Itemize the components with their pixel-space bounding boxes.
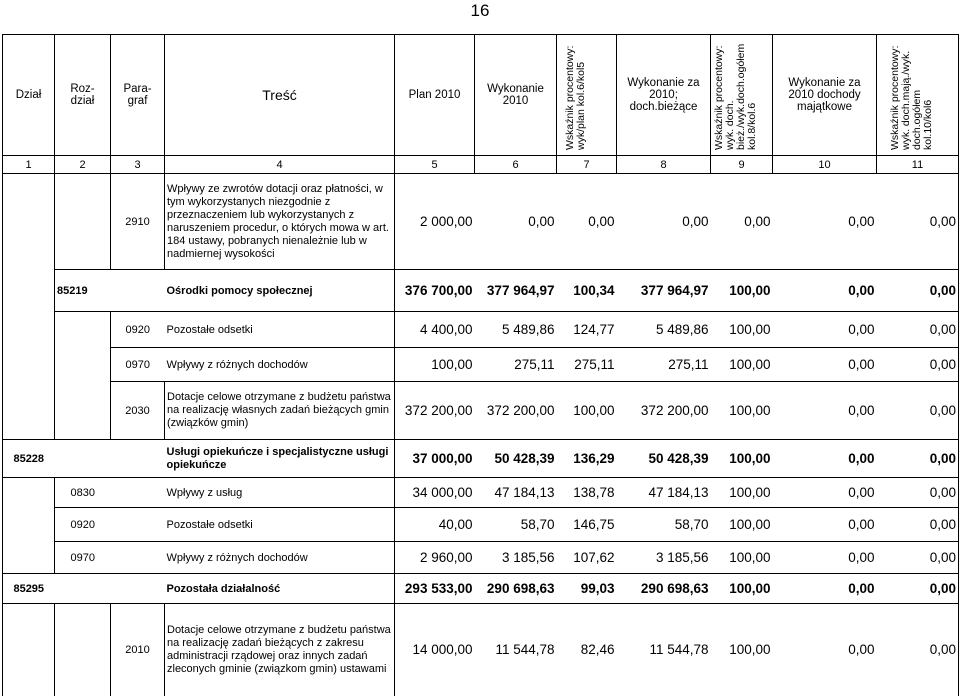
cell-biezace: 5 489,86 (617, 312, 711, 348)
cell-dzial (3, 382, 55, 440)
cell-majatkowe: 0,00 (773, 270, 877, 312)
cell-wykonanie: 58,70 (475, 508, 557, 542)
cell-wsk1: 82,46 (557, 604, 617, 696)
cell-wsk3: 0,00 (877, 270, 959, 312)
table-row (3, 604, 959, 696)
cell-majatkowe: 0,00 (773, 574, 877, 604)
cell-tresc: Wpływy z różnych dochodów (165, 348, 395, 382)
header-rozdzial: Roz- dział (55, 35, 111, 156)
col-num: 3 (111, 156, 165, 174)
cell-paragraf: 2010 (111, 604, 165, 696)
col-num: 4 (165, 156, 395, 174)
cell-rozdzial (111, 542, 165, 574)
table-row (3, 508, 959, 542)
table-row (3, 440, 959, 478)
col-num: 2 (55, 156, 111, 174)
budget-table (2, 34, 959, 696)
table-row (3, 174, 959, 270)
cell-wsk3: 0,00 (877, 312, 959, 348)
cell-wsk2: 100,00 (711, 508, 773, 542)
cell-paragraf: 0970 (55, 542, 111, 574)
cell-wsk3: 0,00 (877, 574, 959, 604)
cell-wsk1: 107,62 (557, 542, 617, 574)
cell-dzial (3, 270, 55, 312)
cell-biezace: 3 185,56 (617, 542, 711, 574)
cell-wsk3: 0,00 (877, 508, 959, 542)
header-wsk3-text: Wskaźnik procentowy: wyk. doch.mają./wyk. doch.ogółem kol.10/kol6 (888, 45, 934, 150)
cell-wsk3: 0,00 (877, 174, 959, 270)
cell-biezace: 11 544,78 (617, 604, 711, 696)
col-num: 10 (773, 156, 877, 174)
cell-wsk1: 124,77 (557, 312, 617, 348)
header-plan: Plan 2010 (395, 35, 475, 156)
cell-tresc: Wpływy z usług (165, 478, 395, 508)
header-wsk2 (711, 35, 773, 156)
cell-dzial (3, 574, 55, 604)
column-numbers-row (3, 156, 959, 174)
cell-wsk3: 0,00 (877, 604, 959, 696)
table-row (3, 348, 959, 382)
cell-biezace: 0,00 (617, 174, 711, 270)
cell-rozdzial (55, 604, 111, 696)
cell-wsk2: 100,00 (711, 348, 773, 382)
cell-tresc: Usługi opiekuńcze i specjalistyczne usługi opiekuńcze (165, 440, 395, 478)
cell-biezace: 47 184,13 (617, 478, 711, 508)
cell-wykonanie: 47 184,13 (475, 478, 557, 508)
cell-tresc: Pozostała działalność (165, 574, 395, 604)
cell-wsk1: 275,11 (557, 348, 617, 382)
cell-empty (55, 574, 111, 604)
cell-rozdzial (55, 174, 111, 270)
cell-majatkowe: 0,00 (773, 174, 877, 270)
cell-wsk3: 0,00 (877, 382, 959, 440)
col-num: 6 (475, 156, 557, 174)
cell-plan: 2 000,00 (395, 174, 475, 270)
col-num: 9 (711, 156, 773, 174)
cell-plan: 2 960,00 (395, 542, 475, 574)
header-wsk2-text: Wskaźnik procentowy: wyk. doch. bież./wyk.doch.ogółem kol.8/kol.6 (712, 43, 758, 150)
cell-wsk1: 99,03 (557, 574, 617, 604)
cell-majatkowe: 0,00 (773, 440, 877, 478)
cell-paragraf (111, 574, 165, 604)
header-wsk1 (557, 35, 617, 156)
cell-majatkowe: 0,00 (773, 312, 877, 348)
cell-wsk1: 146,75 (557, 508, 617, 542)
col-num: 5 (395, 156, 475, 174)
cell-paragraf (111, 440, 165, 478)
cell-tresc: Wpływy z różnych dochodów (165, 542, 395, 574)
cell-wsk2: 0,00 (711, 174, 773, 270)
header-dzial: Dział (3, 35, 55, 156)
table-row (3, 542, 959, 574)
cell-biezace: 290 698,63 (617, 574, 711, 604)
cell-plan: 376 700,00 (395, 270, 475, 312)
cell-majatkowe: 0,00 (773, 382, 877, 440)
cell-tresc: Dotacje celowe otrzymane z budżetu państwa na realizację zadań bieżących z zakresu administracji rządowej oraz innych zadań zleconych gminie (związkom gmin) ustawami (165, 604, 395, 696)
cell-wsk1: 136,29 (557, 440, 617, 478)
table-row (3, 478, 959, 508)
table-row (3, 270, 959, 312)
cell-paragraf: 2030 (111, 382, 165, 440)
cell-dzial (3, 604, 55, 696)
cell-biezace: 275,11 (617, 348, 711, 382)
cell-rozdzial (55, 348, 111, 382)
cell-wykonanie: 372 200,00 (475, 382, 557, 440)
cell-dzial (3, 348, 55, 382)
cell-paragraf (111, 270, 165, 312)
cell-majatkowe: 0,00 (773, 604, 877, 696)
cell-wsk2: 100,00 (711, 440, 773, 478)
cell-tresc: Pozostałe odsetki (165, 312, 395, 348)
cell-rozdzial (111, 508, 165, 542)
cell-wsk1: 100,34 (557, 270, 617, 312)
cell-paragraf: 0920 (111, 312, 165, 348)
col-num: 11 (877, 156, 959, 174)
cell-wykonanie: 5 489,86 (475, 312, 557, 348)
page-number: 16 (470, 1, 490, 20)
cell-rozdzial (111, 478, 165, 508)
cell-wsk2: 100,00 (711, 382, 773, 440)
header-tresc: Treść (165, 35, 395, 156)
cell-dzial (3, 478, 55, 508)
cell-plan: 293 533,00 (395, 574, 475, 604)
header-wyk-biezace: Wykonanie za 2010; doch.bieżące (617, 35, 711, 156)
cell-plan: 40,00 (395, 508, 475, 542)
header-wsk1-text: Wskaźnik procentowy: wyk/plan kol.6/kol5 (563, 45, 587, 150)
cell-plan: 34 000,00 (395, 478, 475, 508)
cell-tresc: Pozostałe odsetki (165, 508, 395, 542)
cell-paragraf: 0970 (111, 348, 165, 382)
cell-tresc: Ośrodki pomocy społecznej (165, 270, 395, 312)
cell-biezace: 50 428,39 (617, 440, 711, 478)
cell-majatkowe: 0,00 (773, 348, 877, 382)
col-num: 8 (617, 156, 711, 174)
cell-plan: 4 400,00 (395, 312, 475, 348)
cell-rozdzial (55, 312, 111, 348)
cell-dzial (3, 508, 55, 542)
cell-dzial (3, 440, 55, 478)
cell-wsk3: 0,00 (877, 440, 959, 478)
cell-rozdzial: 85295 (13, 582, 45, 595)
cell-wsk2: 100,00 (711, 478, 773, 508)
header-wyk-majatkowe: Wykonanie za 2010 dochody majątkowe (773, 35, 877, 156)
cell-plan: 100,00 (395, 348, 475, 382)
cell-wsk1: 138,78 (557, 478, 617, 508)
header-paragraf: Para- graf (111, 35, 165, 156)
cell-majatkowe: 0,00 (773, 508, 877, 542)
cell-plan: 37 000,00 (395, 440, 475, 478)
cell-wykonanie: 290 698,63 (475, 574, 557, 604)
cell-majatkowe: 0,00 (773, 542, 877, 574)
cell-biezace: 377 964,97 (617, 270, 711, 312)
cell-paragraf: 2910 (111, 174, 165, 270)
cell-rozdzial: 85219 (55, 270, 111, 312)
cell-majatkowe: 0,00 (773, 478, 877, 508)
cell-wykonanie: 377 964,97 (475, 270, 557, 312)
cell-wykonanie: 275,11 (475, 348, 557, 382)
cell-wykonanie: 3 185,56 (475, 542, 557, 574)
header-wykonanie: Wykonanie 2010 (475, 35, 557, 156)
cell-rozdzial: 85228 (13, 452, 45, 465)
cell-wykonanie: 50 428,39 (475, 440, 557, 478)
table-row (3, 312, 959, 348)
table-row (3, 574, 959, 604)
cell-wsk3: 0,00 (877, 478, 959, 508)
cell-wsk2: 100,00 (711, 574, 773, 604)
cell-rozdzial (55, 382, 111, 440)
table-row (3, 382, 959, 440)
cell-tresc: Dotacje celowe otrzymane z budżetu państwa na realizację własnych zadań bieżących gmin (związków gmin) (165, 382, 395, 440)
cell-dzial (3, 174, 55, 270)
col-num: 1 (3, 156, 55, 174)
cell-dzial (3, 312, 55, 348)
header-wsk3 (877, 35, 959, 156)
cell-plan: 14 000,00 (395, 604, 475, 696)
cell-paragraf: 0830 (55, 478, 111, 508)
cell-wsk3: 0,00 (877, 348, 959, 382)
cell-wykonanie: 11 544,78 (475, 604, 557, 696)
cell-wsk3: 0,00 (877, 542, 959, 574)
cell-wsk1: 100,00 (557, 382, 617, 440)
cell-wsk2: 100,00 (711, 270, 773, 312)
cell-wsk2: 100,00 (711, 312, 773, 348)
cell-wsk1: 0,00 (557, 174, 617, 270)
cell-dzial (3, 542, 55, 574)
header-row (3, 35, 959, 156)
cell-empty (55, 440, 111, 478)
cell-wsk2: 100,00 (711, 542, 773, 574)
col-num: 7 (557, 156, 617, 174)
cell-wykonanie: 0,00 (475, 174, 557, 270)
cell-plan: 372 200,00 (395, 382, 475, 440)
cell-biezace: 58,70 (617, 508, 711, 542)
cell-paragraf: 0920 (55, 508, 111, 542)
cell-tresc: Wpływy ze zwrotów dotacji oraz płatności, w tym wykorzystanych niezgodnie z przeznaczeniem lub wykorzystanych z naruszeniem procedur, o których mowa w art. 184 ustawy, pobranych nienależnie lub w nadmiernej wysokości (165, 174, 395, 270)
cell-biezace: 372 200,00 (617, 382, 711, 440)
cell-wsk2: 100,00 (711, 604, 773, 696)
